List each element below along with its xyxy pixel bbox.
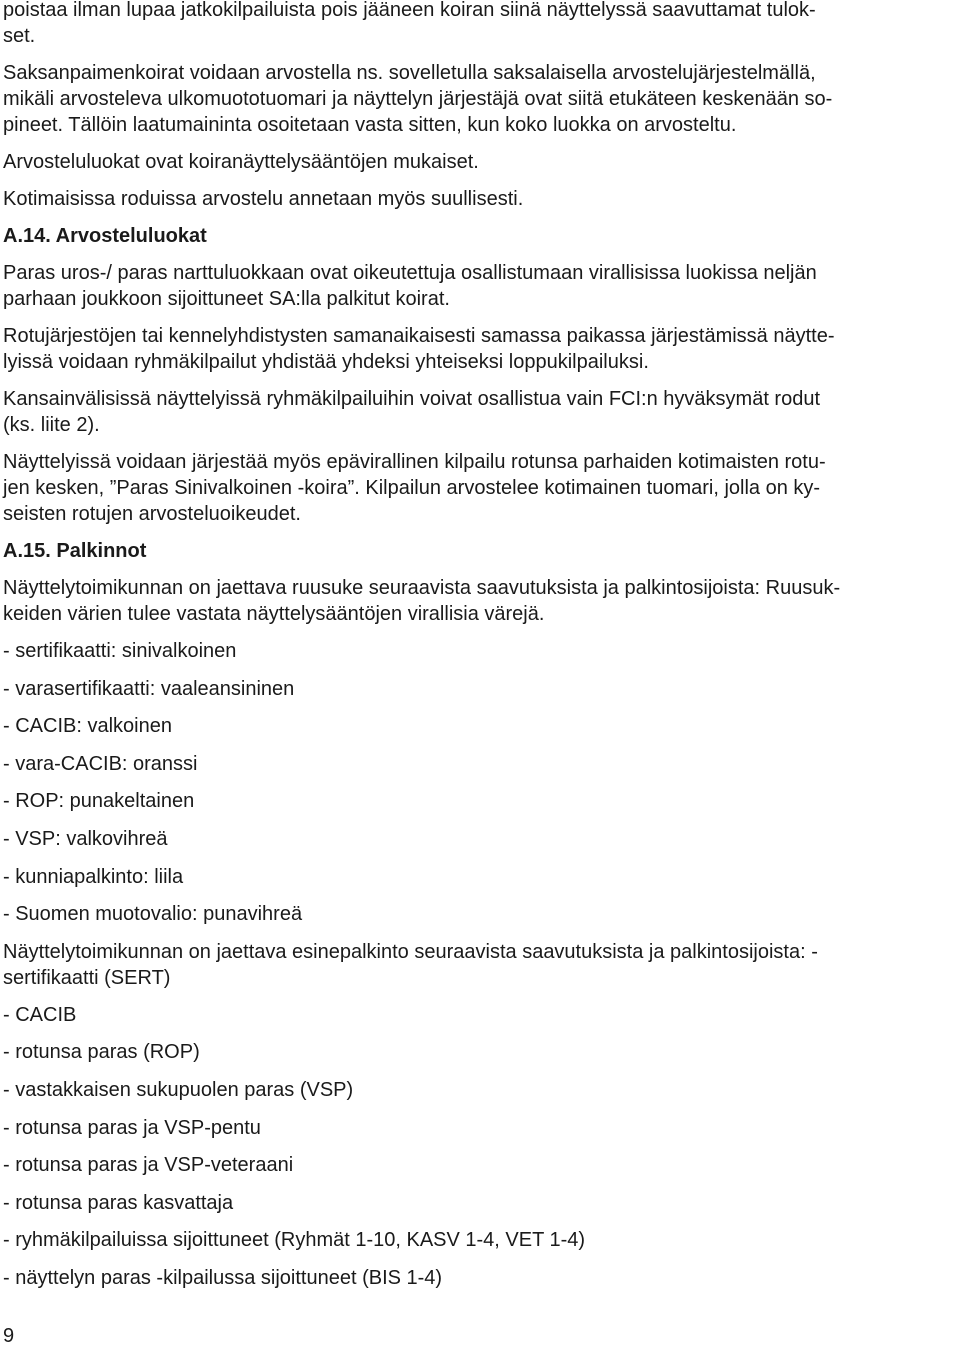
document-page <box>3 0 943 1303</box>
prize-list <box>3 1002 943 1291</box>
paragraph-prizes-intro <box>3 939 943 991</box>
text-line: sertifikaatti (SERT) <box>3 966 171 989</box>
page-number: 9 <box>3 1325 15 1347</box>
list-item: - rotunsa paras (ROP) <box>3 1041 200 1064</box>
list-item: - vastakkaisen sukupuolen paras (VSP) <box>3 1078 354 1101</box>
list-item: - ryhmäkilpailuissa sijoittuneet (Ryhmät 1-10, KASV 1-4, VET 1-4) <box>3 1229 586 1252</box>
list-item: - sertifikaatti: sinivalkoinen <box>3 640 237 662</box>
list-item: - CACIB <box>3 1003 77 1026</box>
paragraph-rosettes-intro <box>3 575 943 627</box>
text-line: keiden värien tulee vastata näyttelysääntöjen virallisia värejä. <box>3 603 545 625</box>
list-item: - CACIB: valkoinen <box>3 715 172 738</box>
list-item: - vara-CACIB: oranssi <box>3 752 198 775</box>
list-item: - rotunsa paras ja VSP-pentu <box>3 1116 261 1139</box>
list-item: - VSP: valkovihreä <box>3 827 168 850</box>
text-line: mikäli arvosteleva ulkomuototuomari ja näyttelyn järjestäjä ovat siitä etukäteen keskenään so- <box>3 88 833 110</box>
text-line: (ks. liite 2). <box>3 414 100 436</box>
list-item: - kunniapalkinto: liila <box>3 865 184 888</box>
text-line: Rotujärjestöjen tai kennelyhdistysten samanaikaisesti samassa paikassa järjestämissä näytte- <box>3 325 835 347</box>
text-line: Näyttelyissä voidaan järjestää myös epävirallinen kilpailu rotunsa parhaiden kotimaisten rotu- <box>3 451 826 473</box>
text-line: pineet. Tällöin laatumaininta osoitetaan vasta sitten, kun koko luokka on arvosteltu. <box>3 114 737 136</box>
text-line: parhaan joukkoon sijoittuneet SA:lla palkitut koirat. <box>3 288 450 310</box>
list-item: - rotunsa paras kasvattaja <box>3 1191 234 1214</box>
text-line: jen kesken, ”Paras Sinivalkoinen -koira”. Kilpailun arvostelee kotimainen tuomari, jolla on ky- <box>3 477 821 499</box>
text-line: seisten rotujen arvosteluoikeudet. <box>3 503 301 525</box>
paragraph-oral: Kotimaisissa roduissa arvostelu annetaan myös suullisesti. <box>3 188 524 210</box>
paragraph-best-class <box>3 260 943 312</box>
section-title: Palkinnot <box>56 540 147 562</box>
paragraph-group-competitions <box>3 323 943 375</box>
list-item: - ROP: punakeltainen <box>3 790 195 813</box>
text-line: set. <box>3 25 36 47</box>
text-line: Kansainvälisissä näyttelyissä ryhmäkilpailuihin voivat osallistua vain FCI:n hyväksymät rodut <box>3 388 821 410</box>
text-line: Näyttelytoimikunnan on jaettava ruusuke seuraavista saavutuksista ja palkintosijoista: Ruusuk- <box>3 577 841 599</box>
section-number: A.14. <box>3 225 51 247</box>
rosette-list <box>3 638 943 927</box>
section-title: Arvosteluluokat <box>55 225 207 247</box>
paragraph-classes: Arvosteluluokat ovat koiranäyttelysääntöjen mukaiset. <box>3 151 479 173</box>
list-item: - varasertifikaatti: vaaleansininen <box>3 677 295 700</box>
section-heading-a14 <box>3 223 943 249</box>
paragraph-german-shepherd <box>3 60 943 138</box>
paragraph-continuation <box>3 0 943 49</box>
paragraph-international <box>3 386 943 438</box>
text-line: Paras uros-/ paras narttuluokkaan ovat oikeutettuja osallistumaan virallisissa luokissa neljän <box>3 262 817 284</box>
section-heading-a15 <box>3 538 943 564</box>
list-item: - rotunsa paras ja VSP-veteraani <box>3 1154 294 1177</box>
list-item: - Suomen muotovalio: punavihreä <box>3 903 303 926</box>
text-line: Saksanpaimenkoirat voidaan arvostella ns. sovelletulla saksalaisella arvostelujärjestelmällä, <box>3 62 816 84</box>
text-line: Näyttelytoimikunnan on jaettava esinepalkinto seuraavista saavutuksista ja palkintosijoista: - <box>3 940 818 963</box>
paragraph-sinivalkoinen <box>3 449 943 527</box>
section-number: A.15. <box>3 540 51 562</box>
list-item: - näyttelyn paras -kilpailussa sijoittuneet (BIS 1-4) <box>3 1266 443 1289</box>
text-line: lyissä voidaan ryhmäkilpailut yhdistää yhdeksi yhteiseksi loppukilpailuksi. <box>3 351 649 373</box>
text-line: poistaa ilman lupaa jatkokilpailuista pois jääneen koiran siinä näyttelyssä saavuttamat tulok- <box>3 0 816 21</box>
